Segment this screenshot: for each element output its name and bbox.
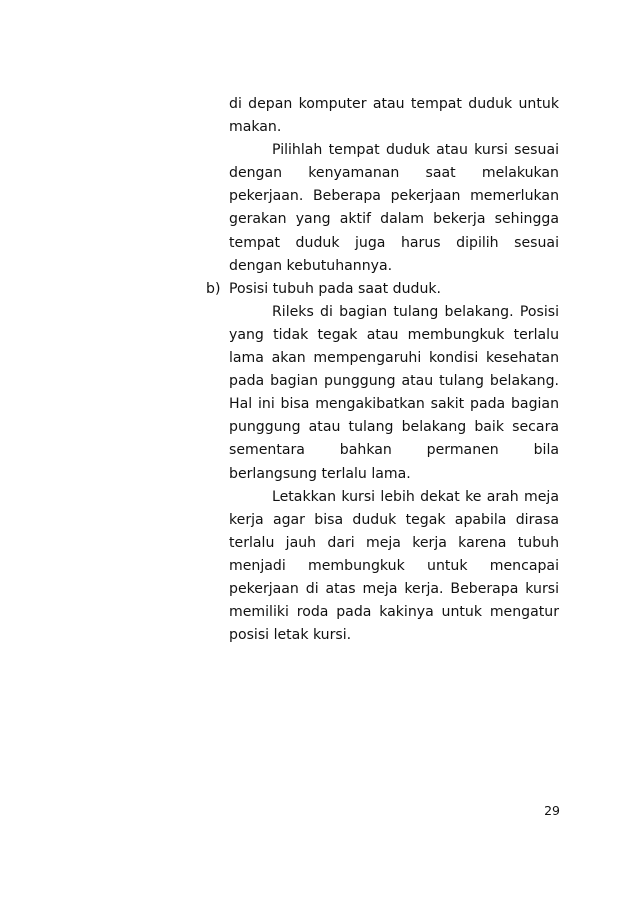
paragraph-chair-position: Letakkan kursi lebih dekat ke arah meja kerja agar bisa duduk tegak apabila dirasa terlalu jauh dari meja kerja karena tubuh menjadi membungkuk untuk mencapai pekerjaan di atas meja kerja. Beberapa kursi memiliki roda pada kakinya untuk mengatur posisi letak kursi. bbox=[229, 488, 559, 644]
list-marker: b) bbox=[206, 280, 221, 297]
list-item-b bbox=[206, 278, 559, 301]
paragraph-spine-relax: Rileks di bagian tulang belakang. Posisi yang tidak tegak atau membungkuk terlalu lama akan mempengaruhi kondisi kesehatan pada bagian punggung atau tulang belakang. Hal ini bisa mengakibatkan sakit pada bagian punggung atau tulang belakang baik secara sementara bahkan permanen bila berlangsung terlalu lama. bbox=[229, 303, 559, 482]
paragraph-continuation: di depan komputer atau tempat duduk untuk makan. bbox=[229, 96, 559, 136]
paragraph-seat-choice: Pilihlah tempat duduk atau kursi sesuai dengan kenyamanan saat melakukan pekerjaan. Beberapa pekerjaan memerlukan gerakan yang aktif dalam bekerja sehingga tempat duduk juga harus dipilih sesuai dengan kebutuhannya. bbox=[229, 142, 559, 274]
body-text bbox=[206, 93, 559, 647]
page-number: 29 bbox=[544, 803, 560, 818]
list-item-heading: Posisi tubuh pada saat duduk. bbox=[229, 280, 442, 297]
